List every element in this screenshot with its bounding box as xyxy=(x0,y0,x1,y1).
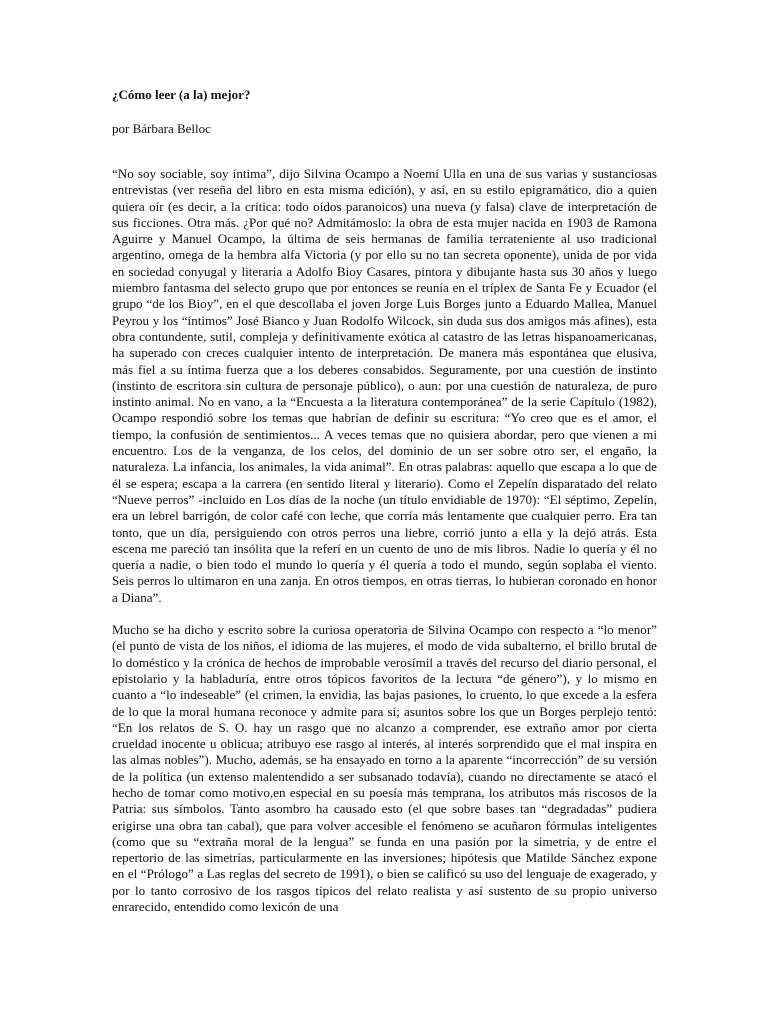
body-paragraph-1: “No soy sociable, soy íntima”, dijo Silvina Ocampo a Noemí Ulla en una de sus varias y sustanciosas entrevistas (ver reseña del libro en esta misma edición), y así, en su estilo epigramático, dio a quien quiera oír (es decir, a la crítica: todo oídos paranoicos) una nueva (y falsa) clave de interpretación de sus ficciones. Otra más. ¿Por qué no? Admitámoslo: la obra de esta mujer nacida en 1903 de Ramona Aguirre y Manuel Ocampo, la última de seis hermanas de familia terrateniente al uso tradicional argentino, omega de la hembra alfa Victoria (y por ello su no tan secreta oponente), unida de por vida en sociedad conyugal y literaria a Adolfo Bioy Casares, pintora y dibujante hasta sus 30 años y luego miembro fantasma del selecto grupo que por entonces se reunía en el tríplex de Santa Fe y Ecuador (el grupo “de los Bioy”, en el que descollaba el joven Jorge Luis Borges junto a Eduardo Mallea, Manuel Peyrou y los “íntimos” José Bianco y Juan Rodolfo Wilcock, sin duda sus dos amigos más afines), esta obra contundente, sutil, compleja y definitivamente exótica al catastro de las letras hispanoamericanas, ha superado con creces cualquier intento de interpretación. De manera más espontánea que elusiva, más fiel a su íntima fuerza que a los deberes consabidos. Seguramente, por una cuestión de instinto (instinto de escritora sin cultura de personaje público), o aun: por una cuestión de naturaleza, de puro instinto animal. No en vano, a la “Encuesta a la literatura contemporánea” de la serie Capítulo (1982), Ocampo respondió sobre los temas que habrían de definir su escritura: “Yo creo que es el amor, el tiempo, la confusión de sentimientos... A veces temas que no quisiera abordar, pero que vienen a mi encuentro. Los de la venganza, de los celos, del dominio de un ser sobre otro ser, el engaño, la naturaleza. La infancia, los animales, la vida animal”. En otras palabras: aquello que escapa a lo que de él se espera; escapa a la carrera (en sentido literal y literario). Como el Zepelín disparatado del relato “Nueve perros” -incluido en Los días de la noche (un título envidiable de 1970): “El séptimo, Zepelín, era un lebrel barrigón, de color café con leche, que corría más lentamente que cualquier perro. Era tan tonto, que un día, persiguiendo con otros perros una liebre, corrió junto a ella y la dejó atrás. Esta escena me pareció tan insólita que la referí en un cuento de uno de mis libros. Nadie lo quería y él no quería a nadie, o bien todo el mundo lo quería y él quería a todo el mundo, según soplaba el viento. Seis perros lo ultimaron en una zanja. En otros tiempos, en otras tierras, lo hubieran coronado en honor a Diana”. xyxy=(112,166,657,605)
body-paragraph-2: Mucho se ha dicho y escrito sobre la curiosa operatoria de Silvina Ocampo con respecto a “lo menor” (el punto de vista de los niños, el idioma de las mujeres, el modo de vida subalterno, el brillo brutal de lo doméstico y la crónica de hechos de improbable verosímil a través del recurso del diario personal, el epistolario y la habladuría, entre otros tópicos favoritos de la lectura “de género”), y lo mismo en cuanto a “lo indeseable” (el crimen, la envidia, las bajas pasiones, lo cruento, lo que excede a la esfera de lo que la moral humana reconoce y admite para sí; asuntos sobre los que un Borges perplejo tentó: “En los relatos de S. O. hay un rasgo que no alcanzo a comprender, ese extraño amor por cierta crueldad inocente u oblicua; atribuyo ese rasgo al interés, al interés sorprendido que el mal inspira en las almas nobles”). Mucho, además, se ha ensayado en torno a la aparente “incorrección” de su versión de la política (un extenso malentendido a ser subsanado todavía), cuando no directamente se atacó el hecho de tomar como motivo,en especial en su poesía más temprana, los atributos más riscosos de la Patria: sus símbolos. Tanto asombro ha causado esto (el que sobre bases tan “degradadas” pudiera erigirse una obra tan cabal), que para volver accesible el fenómeno se acuñaron fórmulas inteligentes (como que su “extraña moral de la lengua” se funda en una pasión por la simetría, y de entre el repertorio de las simetrías, particularmente en las inversiones; hipótesis que Matilde Sánchez expone en el “Prólogo” a Las reglas del secreto de 1991), o bien se calificó su uso del lenguaje de exagerado, y por lo tanto corrosivo de los rasgos típicos del relato realista y así sustento de su propio universo enrarecido, entendido como lexicón de una xyxy=(112,622,658,915)
document-page xyxy=(112,86,657,931)
document-author: por Bárbara Belloc xyxy=(112,121,211,136)
document-title: ¿Cómo leer (a la) mejor? xyxy=(112,87,251,102)
